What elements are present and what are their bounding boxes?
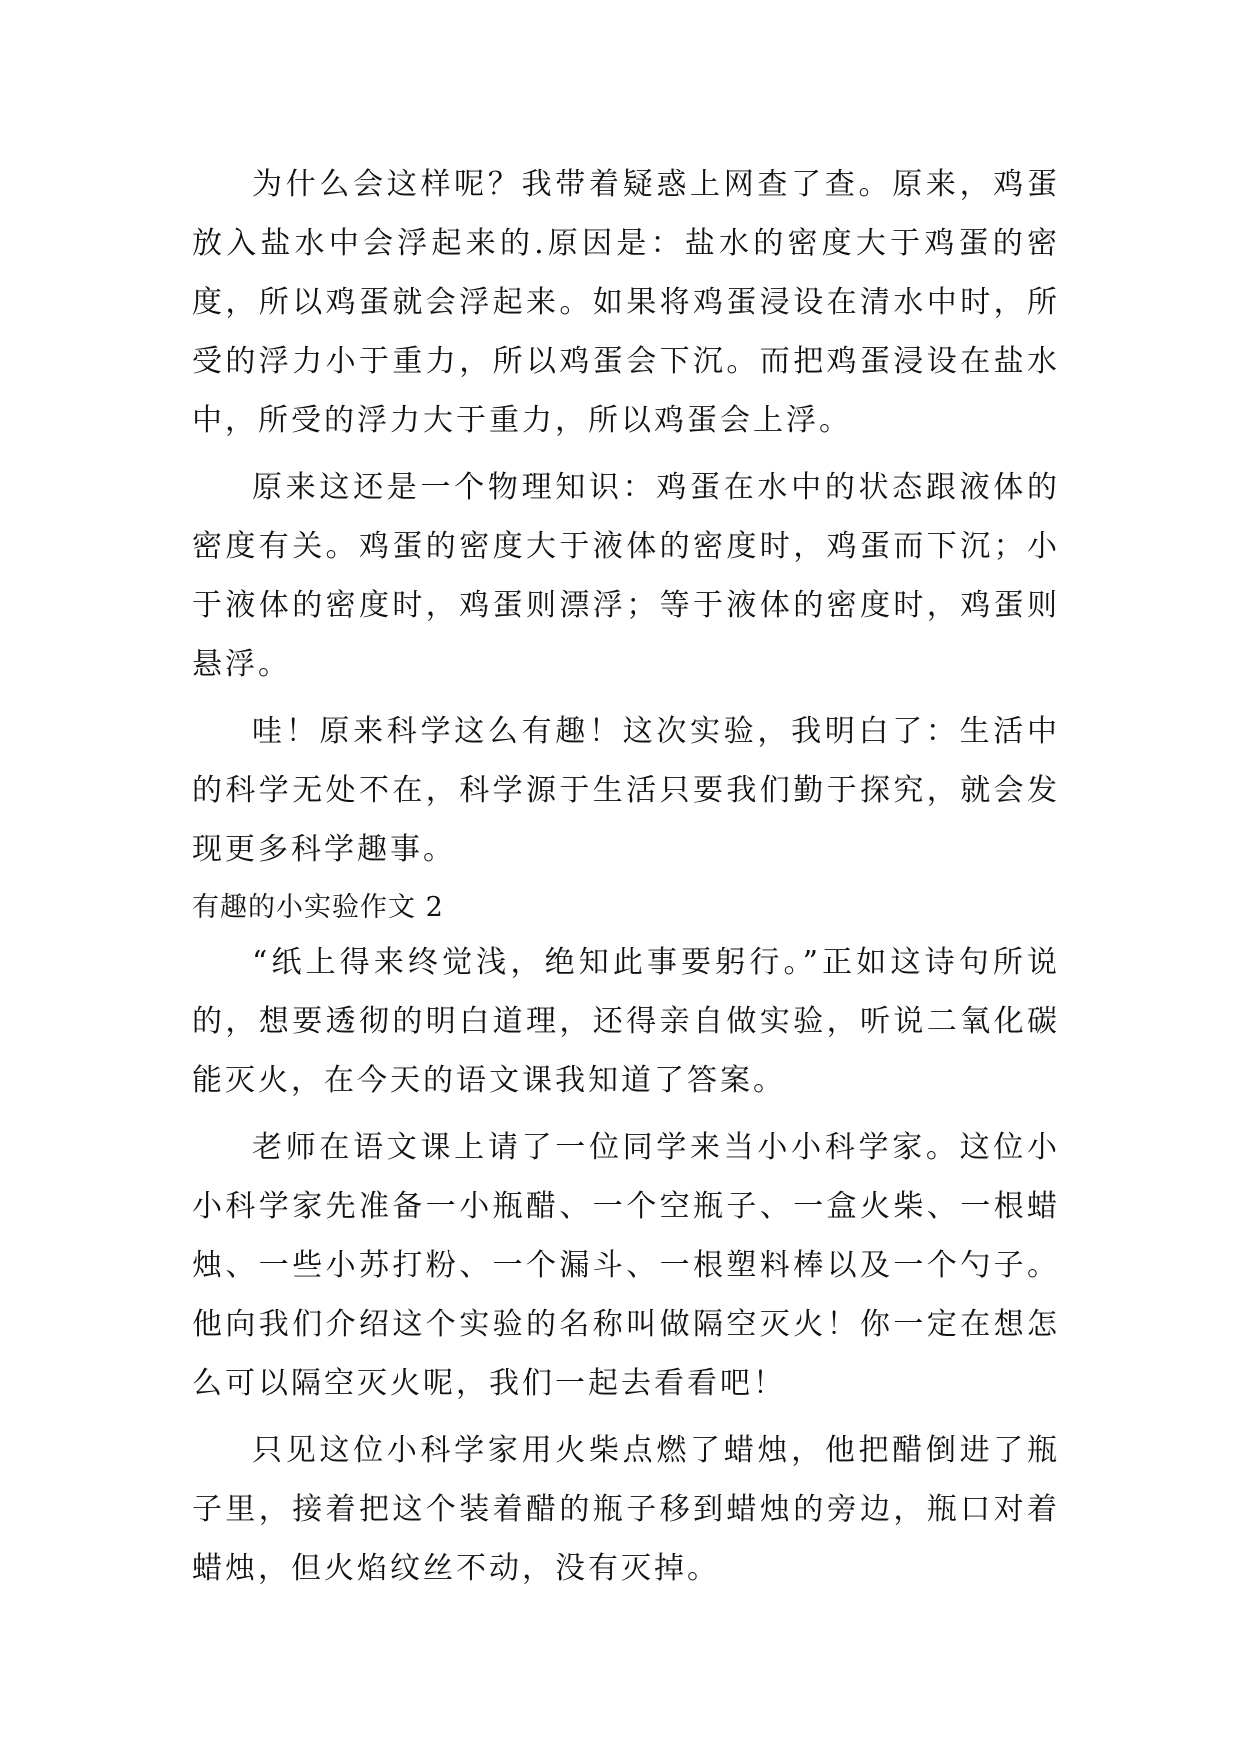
paragraph-why-egg-floats: 为什么会这样呢？我带着疑惑上网查了查。原来，鸡蛋放入盐水中会浮起来的.原因是：盐水的密度大于鸡蛋的密度，所以鸡蛋就会浮起来。如果将鸡蛋浸设在清水中时，所受的浮力小于重力，所以鸡蛋会下沉。而把鸡蛋浸设在盐水中，所受的浮力大于重力，所以鸡蛋会上浮。 [192,167,1060,438]
paragraph-experiment-materials: 老师在语文课上请了一位同学来当小小科学家。这位小小科学家先准备一小瓶醋、一个空瓶子、一盒火柴、一根蜡烛、一些小苏打粉、一个漏斗、一根塑料棒以及一个勺子。他向我们介绍这个实验的名称叫做隔空灭火！你一定在想怎么可以隔空灭火呢，我们一起去看看吧！ [192,1130,1060,1401]
paragraph-poem-intro: “纸上得来终觉浅，绝知此事要躬行。”正如这诗句所说的，想要透彻的明白道理，还得亲自做实验，听说二氧化碳能灭火，在今天的语文课我知道了答案。 [192,945,1060,1098]
document-page [192,155,1060,1606]
paragraph-experiment-start: 只见这位小科学家用火柴点燃了蜡烛，他把醋倒进了瓶子里，接着把这个装着醋的瓶子移到蜡烛的旁边，瓶口对着蜡烛，但火焰纹丝不动，没有灭掉。 [192,1433,1060,1586]
paragraph-physics-knowledge: 原来这还是一个物理知识：鸡蛋在水中的状态跟液体的密度有关。鸡蛋的密度大于液体的密度时，鸡蛋而下沉；小于液体的密度时，鸡蛋则漂浮；等于液体的密度时，鸡蛋则悬浮。 [192,470,1060,682]
section-heading: 有趣的小实验作文 2 [192,892,444,923]
paragraph-science-fun: 哇！原来科学这么有趣！这次实验，我明白了：生活中的科学无处不在，科学源于生活只要我们勤于探究，就会发现更多科学趣事。 [192,714,1060,867]
